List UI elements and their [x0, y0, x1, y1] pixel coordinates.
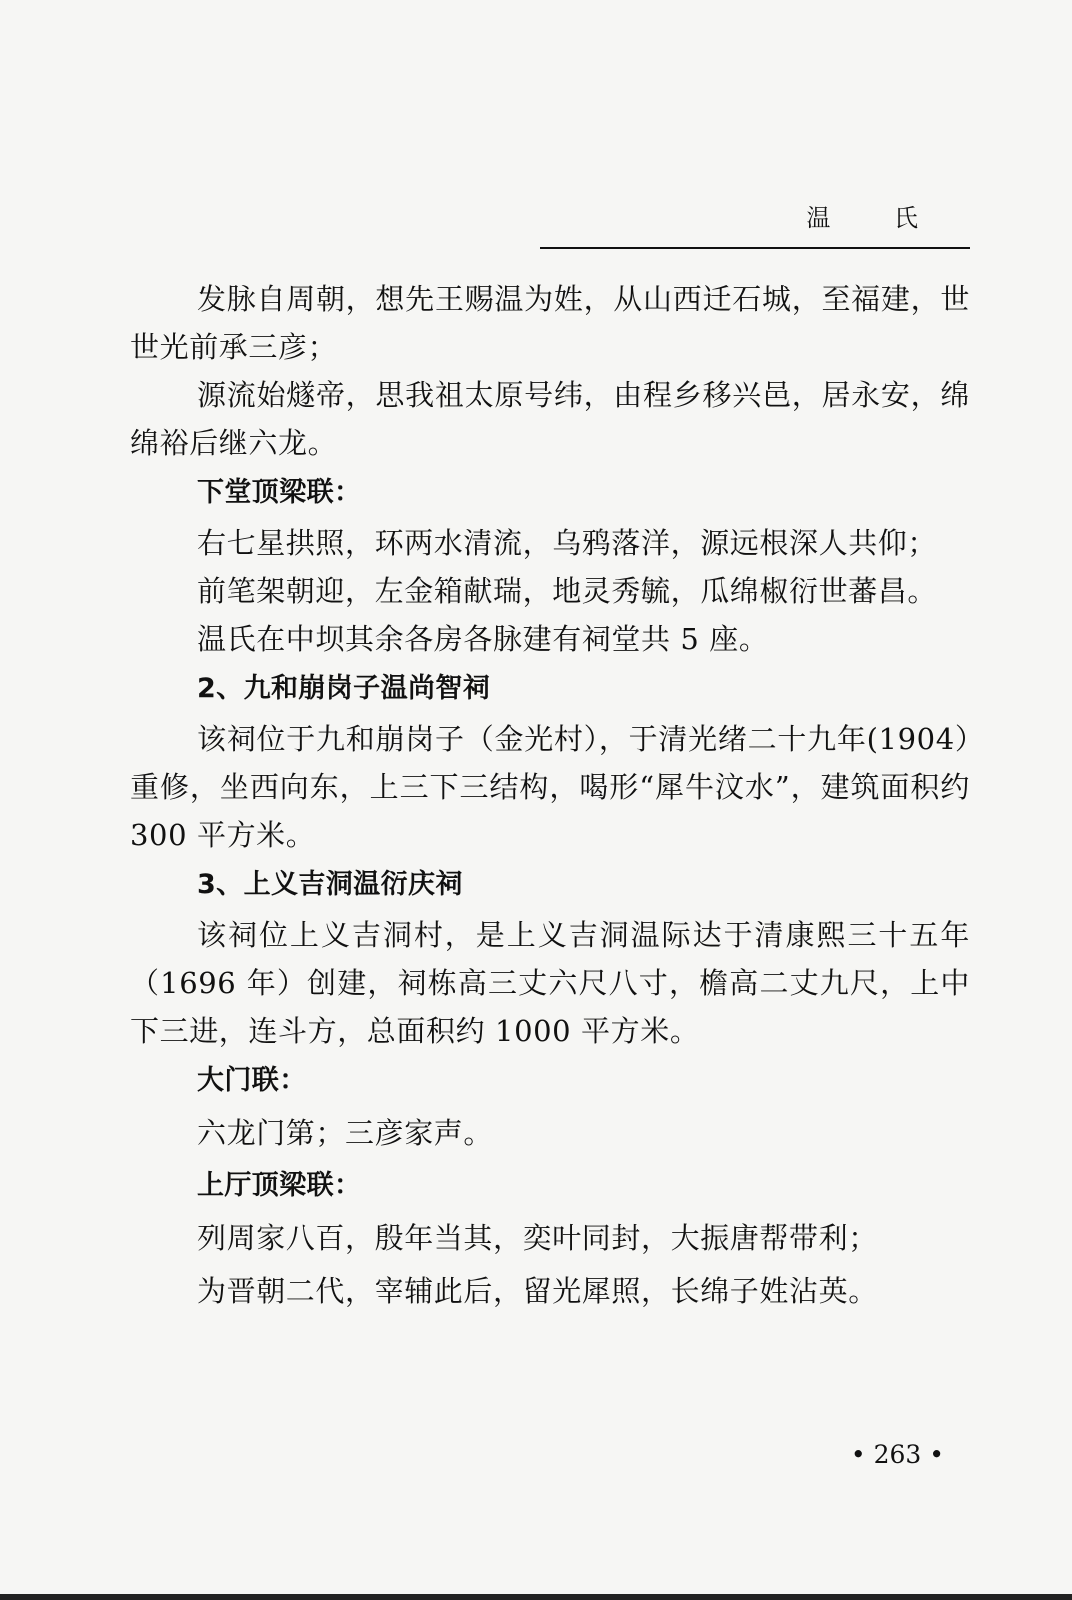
- couplet-line-1: 六龙门第；三彦家声。: [197, 1116, 494, 1150]
- section-heading-lower-hall-couplet: 下堂顶梁联：: [197, 477, 362, 508]
- couplet-line-3: 为晋朝二代，宰辅此后，留光犀照，长绵子姓沾英。: [197, 1274, 878, 1308]
- paragraph-7: 该祠位上义吉洞村，是上义吉洞温际达于清康熙三十五年（1696 年）创建，祠栋高三丈六尺八寸，檐高二丈九尺，上中下三进，连斗方，总面积约 1000 平方米。: [130, 918, 970, 1048]
- section-heading-2: 2、九和崩岗子温尚智祠: [197, 673, 491, 704]
- scan-edge-shadow: [0, 1594, 1072, 1600]
- paragraph-2: 源流始燧帝，思我祖太原号纬，由程乡移兴邑，居永安，绵绵裕后继六龙。: [130, 378, 970, 460]
- paragraph-1: 发脉自周朝，想先王赐温为姓，从山西迁石城，至福建，世世光前承三彦；: [130, 282, 970, 364]
- section-heading-3: 3、上义吉洞温衍庆祠: [197, 869, 463, 900]
- page-number: • 263 •: [850, 1440, 944, 1469]
- header-rule: [540, 247, 970, 249]
- running-header: 温 氏: [806, 204, 946, 232]
- paragraph-5: 温氏在中坝其余各房各脉建有祠堂共 5 座。: [197, 622, 769, 656]
- paragraph-6: 该祠位于九和崩岗子（金光村），于清光绪二十九年(1904）重修，坐西向东，上三下三结构，喝形“犀牛汶水”，建筑面积约 300 平方米。: [130, 722, 970, 852]
- paragraph-3: 右七星拱照，环两水清流，乌鸦落洋，源远根深人共仰；: [197, 526, 938, 560]
- page-content: [130, 275, 970, 1318]
- paragraph-4: 前笔架朝迎，左金箱献瑞，地灵秀毓，瓜绵椒衍世蕃昌。: [197, 574, 938, 608]
- section-heading-upper-hall-couplet: 上厅顶梁联：: [197, 1170, 362, 1201]
- couplet-line-2: 列周家八百，殷年当其，奕叶同封，大振唐帮带利；: [197, 1221, 878, 1255]
- section-heading-main-gate-couplet: 大门联：: [197, 1065, 307, 1096]
